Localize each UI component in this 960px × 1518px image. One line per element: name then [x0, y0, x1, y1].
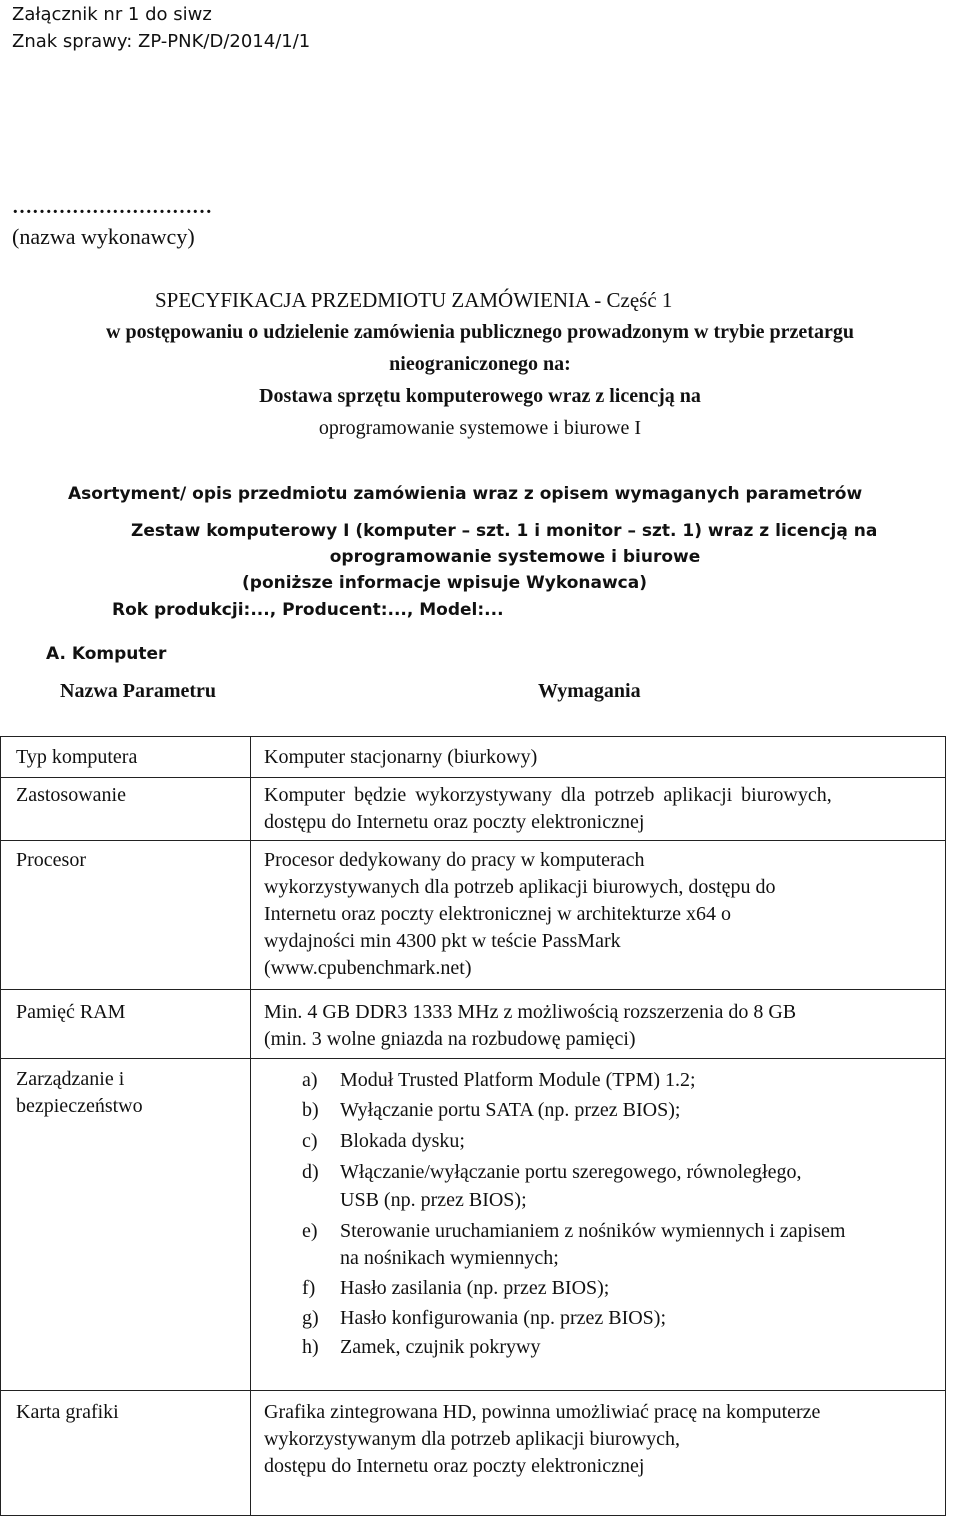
- section-label: A. Komputer: [46, 644, 167, 664]
- param-name-management-security: Zarządzanie i bezpieczeństwo: [16, 1068, 143, 1117]
- param-name-processor: Procesor: [16, 849, 86, 871]
- title-line-4: Dostawa sprzętu komputerowego wraz z licencją na: [259, 385, 701, 407]
- param-name-ram: Pamięć RAM: [16, 1001, 126, 1023]
- title-line-2: w postępowaniu o udzielenie zamówienia publicznego prowadzonym w trybie przetargu: [106, 321, 854, 343]
- param-name-usage: Zastosowanie: [16, 784, 126, 806]
- requirement-computer-type: Komputer stacjonarny (biurkowy): [264, 746, 538, 768]
- attachment-label: Załącznik nr 1 do siwz: [12, 4, 212, 25]
- param-name-graphics-card: Karta grafiki: [16, 1401, 119, 1423]
- contractor-label: (nazwa wykonawcy): [12, 224, 195, 249]
- column-header-requirements: Wymagania: [538, 680, 641, 702]
- requirement-processor: Procesor dedykowany do pracy w komputerach wykorzystywanych dla potrzeb aplikacji biurowych, dostępu do Internetu oraz poczty elektronicznej w architekturze x64 o wydajności min 4300 pkt w teście PassMark (www.cpubenchmark.net): [264, 849, 776, 979]
- set-description-line-2: oprogramowanie systemowe i biurowe: [329, 547, 701, 567]
- assortment-heading: Asortyment/ opis przedmiotu zamówienia wraz z opisem wymaganych parametrów: [68, 484, 863, 504]
- document-title: SPECYFIKACJA PRZEDMIOTU ZAMÓWIENIA - Część 1: [155, 288, 673, 312]
- requirement-ram: Min. 4 GB DDR3 1333 MHz z możliwością rozszerzenia do 8 GB (min. 3 wolne gniazda na rozbudowę pamięci): [264, 1001, 797, 1050]
- requirement-graphics-card: Grafika zintegrowana HD, powinna umożliwiać pracę na komputerze wykorzystywanym dla potrzeb aplikacji biurowych, dostępu do Internetu oraz poczty elektronicznej: [264, 1401, 821, 1477]
- product-fields: Rok produkcji:..., Producent:..., Model:...: [112, 600, 504, 620]
- contractor-note: (poniższe informacje wpisuje Wykonawca): [242, 573, 647, 593]
- case-number: Znak sprawy: ZP-PNK/D/2014/1/1: [12, 31, 311, 52]
- contractor-name-placeholder: …………………………: [12, 196, 212, 218]
- title-line-5: oprogramowanie systemowe i biurowe I: [318, 417, 642, 439]
- set-description-line-1: Zestaw komputerowy I (komputer – szt. 1 i monitor – szt. 1) wraz z licencją na: [131, 521, 878, 541]
- param-name-computer-type: Typ komputera: [16, 746, 138, 768]
- title-line-3: nieograniczonego na:: [389, 353, 571, 375]
- column-header-parameter: Nazwa Parametru: [60, 680, 217, 702]
- requirement-usage: Komputer będzie wykorzystywany dla potrzeb aplikacji biurowych, dostępu do Internetu oraz poczty elektronicznej: [264, 784, 832, 833]
